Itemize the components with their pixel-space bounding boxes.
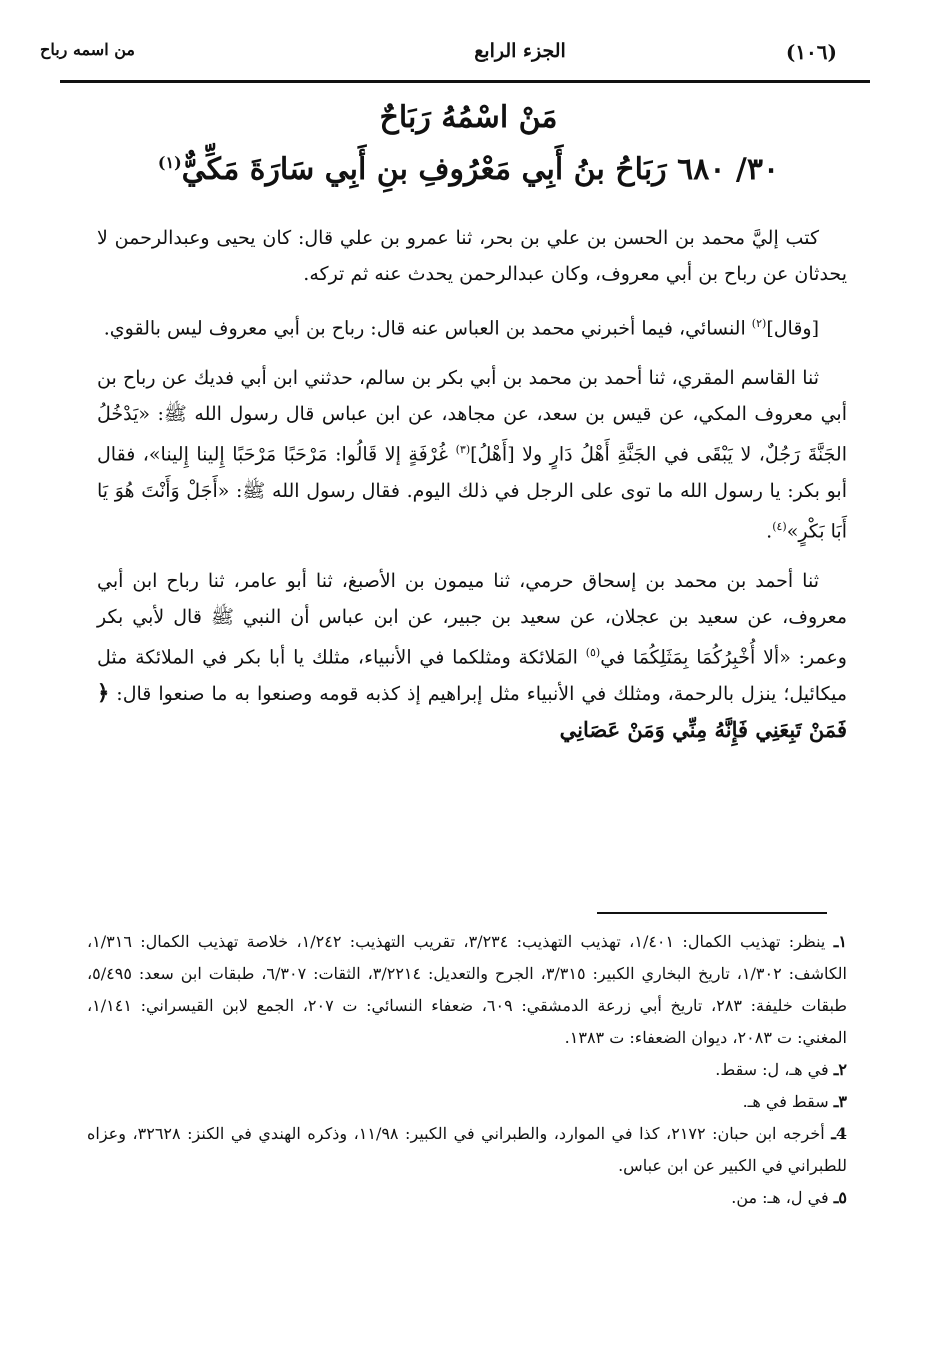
footnote-4 [87, 1118, 847, 1182]
footnote-number: ١ـ [833, 932, 847, 951]
page-number: (١٠٦) [785, 40, 837, 64]
entry-title [40, 152, 897, 187]
paragraph-2-start: [وقال] [766, 317, 819, 340]
paragraph-3-start: ثنا القاسم المقري، ثنا أحمد بن محمد بن أبي بكر بن سالم، حدثني ابن أبي فديك عن رباح بن أبي معروف المكي، عن قيس بن سعد، عن مجاهد، عن ابن عباس قال رسول الله ﷺ: «يَدْخُلُ الجَنَّةَ رَجُلٌ، لا يَبْقَى في الجَنَّةِ أَهْلُ دَارٍ ولا [أَهْلُ] [97, 367, 847, 466]
footnote-text: ينظر: تهذيب الكمال: ١/٤٠١، تهذيب التهذيب: ٣/٢٣٤، تقريب التهذيب: ١/٢٤٢، خلاصة تهذيب الكمال: ١/٣١٦، الكاشف: ١/٣٠٢، تاريخ البخاري الكبير: ٣/٣١٥، الجرح والتعديل: ٣/٢٢١٤، الثقات: ٦/٣٠٧، طبقات ابن سعد: ٥/٤٩٥، طبقات خليفة: ٢٨٣، تاريخ أبي زرعة الدمشقي: ٦٠٩، ضعفاء النسائي: ت ٢٠٧، الجمع لابن القيسراني: ١/١٤١، المغني: ت ٢٠٨٣، ديوان الضعفاء: ت ١٣٨٣. [87, 932, 848, 1047]
main-text [97, 220, 847, 763]
footnote-text: في ل، هـ: من. [731, 1188, 829, 1207]
paragraph-4-rest: المَلائكة ومثلكما في الأنبياء، مثلك يا أبا بكر في الملائكة مثل ميكائيل؛ ينزل بالرحمة، ومثلك في الأنبياء مثل إبراهيم إذ كذبه قومه وصنعوا به ما صنعوا قال: [97, 646, 847, 706]
entry-title-text: ٣٠/ ٦٨٠ رَبَاحُ بنُ أَبِي مَعْرُوفِ بنِ أَبِي سَارَةَ مَكِّيٌّ [181, 152, 780, 187]
paragraph-3-end: . [766, 519, 773, 542]
quran-quote: ﴿ فَمَنْ تَبِعَنِي فَإِنَّهُ مِنِّي وَمَنْ عَصَانِي [97, 680, 847, 743]
running-header [40, 34, 897, 74]
paragraph-4 [97, 563, 847, 749]
footnote-text: أخرجه ابن حبان: ٢١٧٢، كذا في الموارد، والطبراني في الكبير: ١١/٩٨، وذكره الهندي في الكنز: ٣٢٦٢٨، وعزاه للطبراني في الكبير عن ابن عباس. [87, 1124, 847, 1175]
footnote-text: سقط في هـ. [742, 1092, 829, 1111]
footnote-ref-4: (٤) [772, 519, 787, 533]
footnote-number: ٣ـ [833, 1092, 847, 1111]
footnotes [87, 926, 847, 1214]
paragraph-2-rest: النسائي، فيما أخبرني محمد بن العباس عنه قال: رباح بن أبي معروف ليس بالقوي. [103, 317, 752, 340]
footnote-3 [87, 1086, 847, 1118]
paragraph-1: كتب إليَّ محمد بن الحسن بن علي بن بحر، ثنا عمرو بن علي قال: كان يحيى وعبدالرحمن لا يحدثان عن رباح بن أبي معروف، وكان عبدالرحمن يحدث عنه ثم تركه. [97, 227, 847, 285]
header-rule [60, 80, 870, 83]
paragraph-2 [97, 306, 847, 346]
paragraph-3 [97, 360, 847, 549]
footnote-number: ٢ـ [833, 1060, 847, 1079]
footnote-number: 4ـ [831, 1124, 848, 1143]
part-title: الجزء الرابع [474, 40, 566, 62]
footnote-ref-3: (٣) [455, 443, 471, 457]
paragraph-3-middle: غُرْفَةٍ إلا قَالُوا: مَرْحَبًا مَرْحَبًا إِلينا إِلينا»، فقال أبو بكر: يا رسول الله ما توى على الرجل في ذلك اليوم. فقال رسول الله ﷺ: «أَجَلْ وَأَنْتَ هُوَ يَا أَبَا بَكْرٍ» [97, 443, 847, 542]
running-section-title: من اسمه رباح [40, 40, 135, 59]
section-title: مَنْ اسْمُهُ رَبَاحٌ [379, 100, 558, 135]
footnote-separator [597, 912, 827, 914]
entry-footnote-ref: (١) [157, 153, 182, 172]
footnote-ref-2: (٢) [751, 317, 767, 330]
paragraph-4-start: ثنا أحمد بن محمد بن إسحاق حرمي، ثنا ميمون بن الأصبغ، ثنا أبو عامر، ثنا رباح ابن أبي معروف، عن سعيد بن عجلان، عن سعيد بن جبير، عن ابن عباس أن النبي ﷺ قال لأبي بكر وعمر: «ألا أُخْبِرُكُمَا بِمَثَلِكُمَا في [97, 569, 847, 669]
footnote-1 [87, 926, 847, 1054]
footnote-5 [87, 1182, 847, 1214]
footnote-2 [87, 1054, 847, 1086]
footnote-ref-5: (٥) [585, 645, 601, 659]
footnote-number: ٥ـ [833, 1188, 847, 1207]
footnote-text: في هـ، ل: سقط. [715, 1060, 829, 1079]
